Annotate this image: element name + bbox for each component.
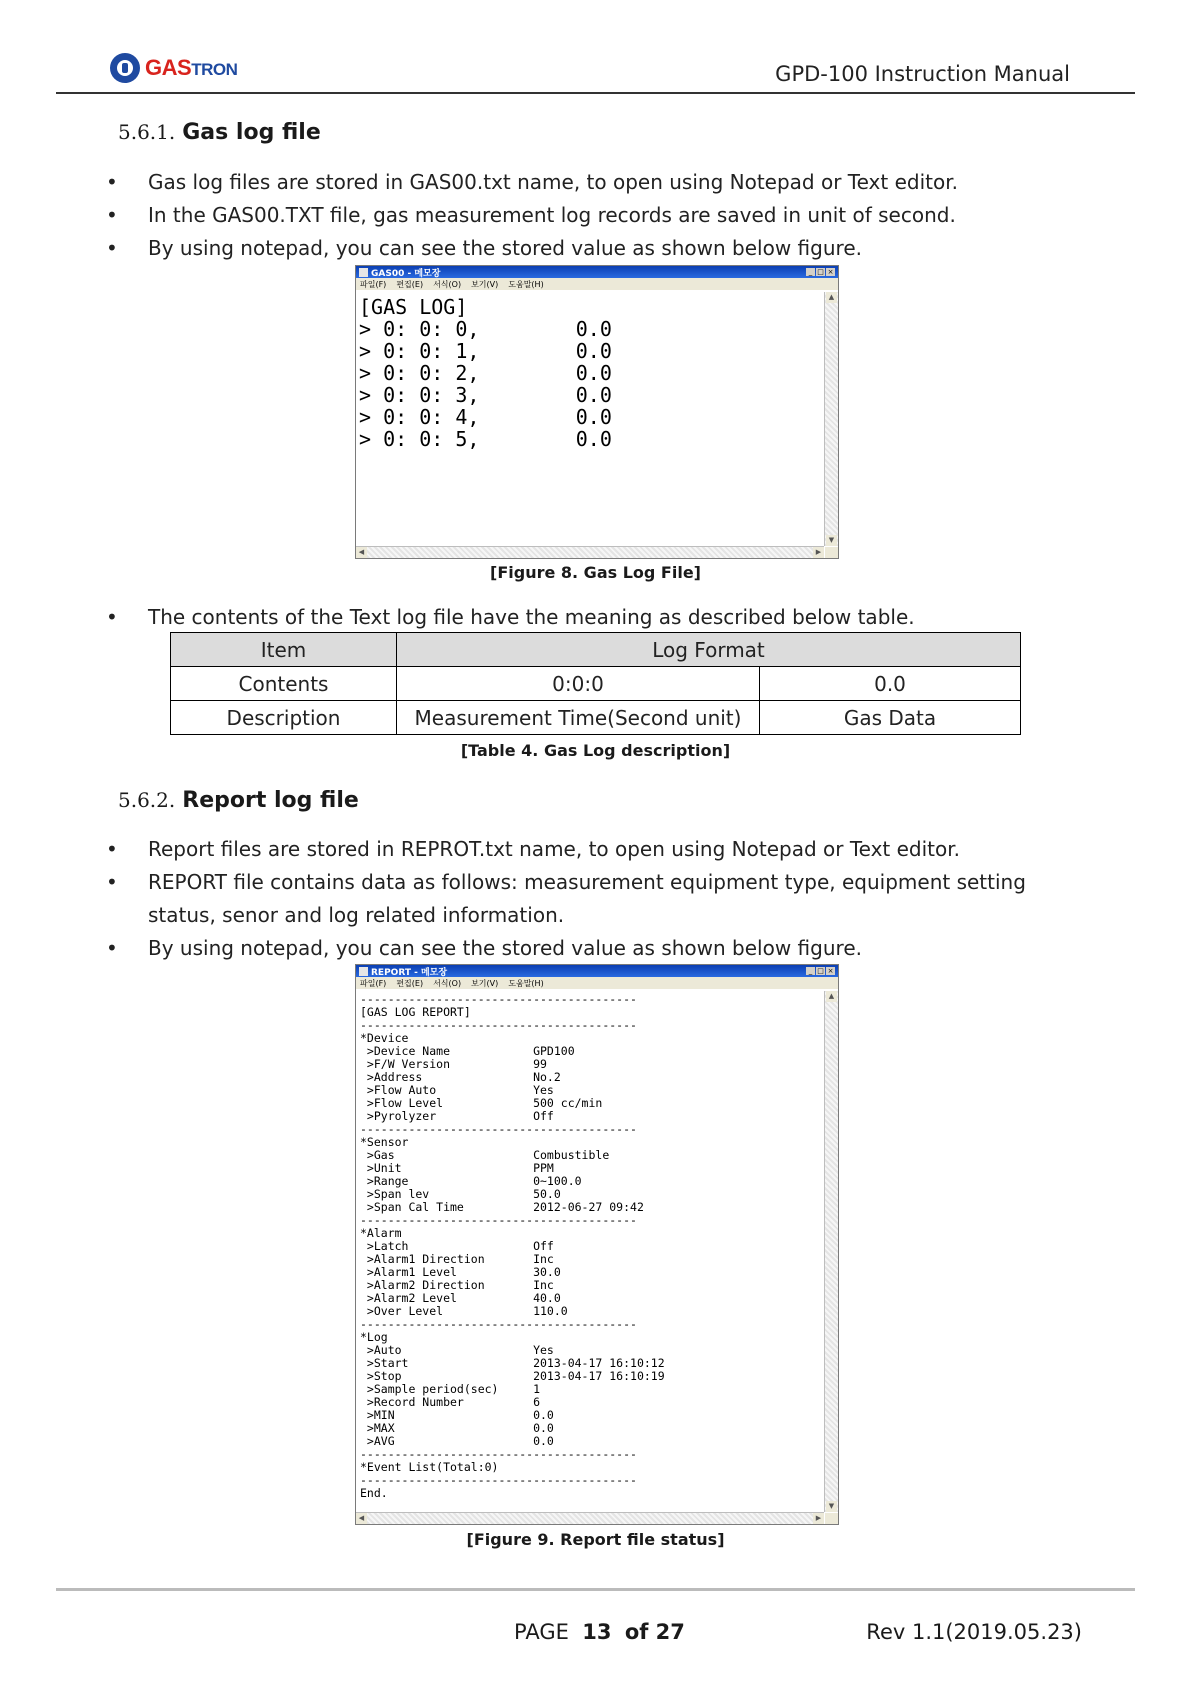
maximize-icon[interactable]: □ <box>817 967 824 975</box>
notepad-icon <box>359 268 368 277</box>
menu-bar <box>356 977 838 989</box>
table-header-cell: Log Format <box>397 633 1021 667</box>
report-line: *Sensor <box>360 1135 409 1149</box>
log-line: > 0: 0: 2, 0.0 <box>359 361 612 385</box>
window-titlebar <box>356 965 838 977</box>
window-title: GAS00 - 메모장 <box>371 268 441 279</box>
notepad-icon <box>359 967 368 976</box>
menu-bar <box>356 278 838 290</box>
page-current: 13 <box>582 1620 612 1644</box>
report-notepad-window <box>355 964 839 1525</box>
menu-format[interactable]: 서식(O) <box>433 978 462 988</box>
horizontal-scrollbar[interactable] <box>356 546 824 558</box>
table-header-row <box>171 633 1021 667</box>
menu-help[interactable]: 도움말(H) <box>508 279 544 289</box>
report-line: >Alarm2 Direction Inc <box>360 1278 554 1292</box>
report-line: ---------------------------------------- <box>360 992 637 1006</box>
menu-view[interactable]: 보기(V) <box>471 279 499 289</box>
text-area[interactable] <box>356 991 824 1512</box>
resize-grip[interactable] <box>825 547 838 558</box>
section-title: Report log file <box>182 788 359 813</box>
report-line: >MIN 0.0 <box>360 1408 554 1422</box>
report-line: >Span Cal Time 2012-06-27 09:42 <box>360 1200 644 1214</box>
report-line: ---------------------------------------- <box>360 1213 637 1227</box>
report-line: >Alarm1 Level 30.0 <box>360 1265 561 1279</box>
menu-file[interactable]: 파일(F) <box>360 279 387 289</box>
close-icon[interactable]: × <box>827 967 834 975</box>
scroll-up-icon[interactable]: ▲ <box>826 991 837 1002</box>
table-row <box>171 667 1021 701</box>
header-rule <box>56 92 1135 94</box>
report-line: ---------------------------------------- <box>360 1122 637 1136</box>
log-line: > 0: 0: 3, 0.0 <box>359 383 612 407</box>
log-line: > 0: 0: 5, 0.0 <box>359 427 612 451</box>
gastron-logo <box>110 52 237 84</box>
report-line: >Record Number 6 <box>360 1395 541 1409</box>
report-line: >Stop 2013-04-17 16:10:19 <box>360 1369 665 1383</box>
page-number <box>514 1620 685 1644</box>
report-line: >Sample period(sec) 1 <box>360 1382 541 1396</box>
minimize-icon[interactable]: _ <box>806 268 815 276</box>
report-line: *Alarm <box>360 1226 402 1240</box>
scroll-up-icon[interactable]: ▲ <box>826 292 837 303</box>
report-line: >Range 0~100.0 <box>360 1174 582 1188</box>
report-line: [GAS LOG REPORT] <box>360 1005 471 1019</box>
table-cell: Contents <box>171 667 397 701</box>
report-line: >Alarm1 Direction Inc <box>360 1252 554 1266</box>
report-line: >Device Name GPD100 <box>360 1044 575 1058</box>
report-line: >Span lev 50.0 <box>360 1187 561 1201</box>
menu-view[interactable]: 보기(V) <box>471 978 499 988</box>
table-caption: [Table 4. Gas Log description] <box>460 741 731 760</box>
section-heading-gas-log <box>118 120 321 145</box>
minimize-icon[interactable]: _ <box>806 967 815 975</box>
gas-log-description-table <box>170 632 1021 735</box>
report-line: >F/W Version 99 <box>360 1057 547 1071</box>
section-number: 5.6.2. <box>118 788 176 812</box>
section-heading-report-log <box>118 788 359 813</box>
report-line: >Unit PPM <box>360 1161 554 1175</box>
manual-title: GPD-100 Instruction Manual <box>775 62 1070 86</box>
vertical-scrollbar[interactable] <box>824 991 838 1512</box>
report-line: >Gas Combustible <box>360 1148 610 1162</box>
scroll-right-icon[interactable]: ▶ <box>813 547 824 558</box>
menu-edit[interactable]: 편집(E) <box>396 279 424 289</box>
figure-caption: [Figure 8. Gas Log File] <box>490 563 701 582</box>
scroll-right-icon[interactable]: ▶ <box>813 1513 824 1524</box>
report-line: >Alarm2 Level 40.0 <box>360 1291 561 1305</box>
scroll-left-icon[interactable]: ◀ <box>356 547 367 558</box>
page-prefix: PAGE <box>514 1620 569 1644</box>
report-line: >Pyrolyzer Off <box>360 1109 554 1123</box>
table-cell: Measurement Time(Second unit) <box>397 701 760 735</box>
report-line: >Over Level 110.0 <box>360 1304 568 1318</box>
table-cell: 0.0 <box>760 667 1021 701</box>
log-line: > 0: 0: 4, 0.0 <box>359 405 612 429</box>
report-line: ---------------------------------------- <box>360 1447 637 1461</box>
report-line: *Log <box>360 1330 388 1344</box>
report-line: End. <box>360 1486 388 1500</box>
table-cell: Gas Data <box>760 701 1021 735</box>
log-line: [GAS LOG] <box>359 295 468 319</box>
gas-log-notepad-window <box>355 265 839 559</box>
logo-text-tron: TRON <box>191 60 238 79</box>
report-line: >AVG 0.0 <box>360 1434 554 1448</box>
report-line: *Event List(Total:0) <box>360 1460 499 1474</box>
menu-file[interactable]: 파일(F) <box>360 978 387 988</box>
report-line: >Flow Auto Yes <box>360 1083 554 1097</box>
maximize-icon[interactable]: □ <box>817 268 824 276</box>
scroll-left-icon[interactable]: ◀ <box>356 1513 367 1524</box>
report-line: >Start 2013-04-17 16:10:12 <box>360 1356 665 1370</box>
logo-text-gas: GAS <box>145 55 192 80</box>
menu-format[interactable]: 서식(O) <box>433 279 462 289</box>
report-line: >Flow Level 500 cc/min <box>360 1096 603 1110</box>
page-total: of 27 <box>624 1620 685 1644</box>
table-cell: Description <box>171 701 397 735</box>
window-title: REPORT - 메모장 <box>371 967 448 978</box>
report-line: >Address No.2 <box>360 1070 561 1084</box>
footer-rule <box>56 1588 1135 1591</box>
table-header-cell: Item <box>171 633 397 667</box>
report-line: ---------------------------------------- <box>360 1473 637 1487</box>
text-area[interactable] <box>356 292 824 546</box>
vertical-scrollbar[interactable] <box>824 292 838 546</box>
scroll-down-icon[interactable]: ▼ <box>826 535 837 546</box>
report-line: >Latch Off <box>360 1239 554 1253</box>
resize-grip[interactable] <box>825 1513 838 1524</box>
report-line: >MAX 0.0 <box>360 1421 554 1435</box>
report-line: *Device <box>360 1031 409 1045</box>
log-line: > 0: 0: 0, 0.0 <box>359 317 612 341</box>
section-number: 5.6.1. <box>118 120 176 144</box>
revision-label: Rev 1.1(2019.05.23) <box>866 1620 1082 1644</box>
table-cell: 0:0:0 <box>397 667 760 701</box>
close-icon[interactable]: × <box>827 268 834 276</box>
report-line: ---------------------------------------- <box>360 1018 637 1032</box>
table-row <box>171 701 1021 735</box>
figure-caption: [Figure 9. Report file status] <box>466 1530 725 1549</box>
window-titlebar <box>356 266 838 278</box>
report-line: >Auto Yes <box>360 1343 554 1357</box>
report-line: ---------------------------------------- <box>360 1317 637 1331</box>
scroll-down-icon[interactable]: ▼ <box>826 1501 837 1512</box>
section-title: Gas log file <box>182 120 321 145</box>
horizontal-scrollbar[interactable] <box>356 1512 824 1524</box>
menu-edit[interactable]: 편집(E) <box>396 978 424 988</box>
log-line: > 0: 0: 1, 0.0 <box>359 339 612 363</box>
menu-help[interactable]: 도움말(H) <box>508 978 544 988</box>
gastron-logo-icon <box>110 53 140 83</box>
